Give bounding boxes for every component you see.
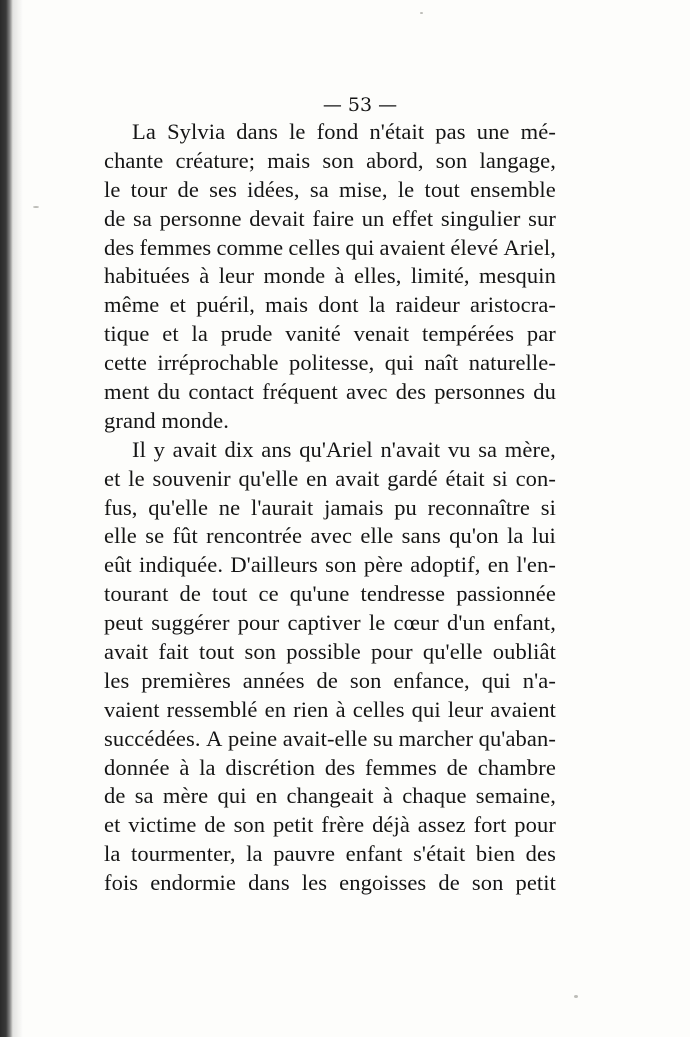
- text-line: et victime de son petit frère déjà assez fort pour: [104, 812, 556, 838]
- text-line: peut suggérer pour captiver le cœur d'un enfant,: [104, 610, 556, 636]
- text-line: Il y avait dix ans qu'Ariel n'avait vu sa mère,: [132, 436, 556, 462]
- text-line: de sa personne devait faire un effet singulier sur: [104, 205, 556, 231]
- text-line: vaient ressemblé en rien à celles qui leur avaient: [104, 696, 556, 722]
- text-line: avait fait tout son possible pour qu'elle oubliât: [104, 639, 556, 665]
- text-line: le tour de ses idées, sa mise, le tout ensemble: [104, 176, 556, 202]
- text-line: tique et la prude vanité venait tempérées par: [104, 321, 556, 347]
- text-line: eût indiquée. D'ailleurs son père adoptif, en l'en-: [104, 552, 556, 578]
- book-binding-edge: [0, 0, 13, 1037]
- body-text: [104, 118, 556, 898]
- text-line: grand monde.: [104, 407, 229, 433]
- text-line: et le souvenir qu'elle en avait gardé était si con-: [104, 465, 556, 491]
- text-line: la tourmenter, la pauvre enfant s'était bien des: [104, 841, 556, 867]
- text-line: La Sylvia dans le fond n'était pas une mé-: [132, 119, 556, 144]
- paper-speck: [420, 12, 423, 14]
- text-line: elle se fût rencontrée avec elle sans qu'on la lui: [104, 523, 556, 549]
- paper-speck: [574, 995, 578, 998]
- text-line: chante créature; mais son abord, son langage,: [104, 147, 556, 173]
- binding-shadow: [13, 0, 23, 1037]
- text-line: fois endormie dans les engoisses de son petit: [104, 870, 556, 896]
- text-line: tourant de tout ce qu'une tendresse passionnée: [104, 581, 556, 607]
- text-line: habituées à leur monde à elles, limité, mesquin: [104, 263, 556, 289]
- text-line: de sa mère qui en changeait à chaque semaine,: [104, 783, 556, 809]
- text-line: ment du contact fréquent avec des personnes du: [104, 379, 556, 405]
- text-line: cette irréprochable politesse, qui naît naturelle-: [104, 350, 556, 376]
- text-line: des femmes comme celles qui avaient élevé Ariel,: [104, 234, 556, 260]
- text-line: les premières années de son enfance, qui n'a-: [104, 667, 556, 693]
- text-line: succédées. A peine avait-elle su marcher qu'aban-: [104, 725, 556, 751]
- paper-speck: [33, 206, 39, 208]
- text-line: donnée à la discrétion des femmes de chambre: [104, 754, 556, 780]
- text-line: fus, qu'elle ne l'aurait jamais pu reconnaître si: [104, 494, 556, 520]
- text-line: même et puéril, mais dont la raideur aristocra-: [104, 292, 556, 318]
- page-number: — 53 —: [322, 94, 398, 116]
